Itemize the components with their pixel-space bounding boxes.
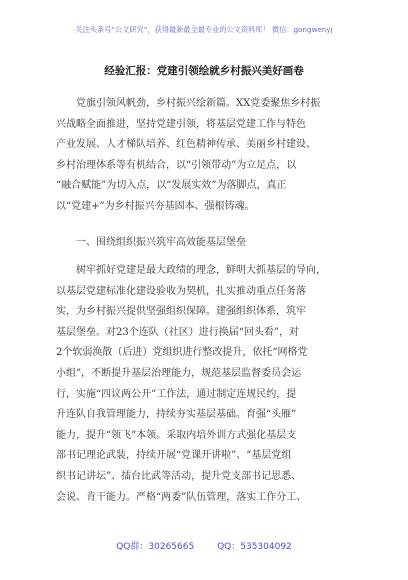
intro-paragraph — [56, 94, 356, 218]
paragraph-line: 部书记理论武装，持续开展“党课开讲啦”、“基层党组 — [56, 450, 292, 462]
paragraph-line: 会说、肯干能力。严格“两委”队伍管理，落实工作分工、 — [56, 491, 307, 503]
paragraph-line: 产业发展、人才梯队培养、红色精神传承、美丽乡村建设、 — [56, 139, 316, 151]
paragraph-line: 行，实施“四议两公开”工作法，通过制定连规民约，提 — [56, 388, 297, 400]
section-heading: 一、围绕组织振兴筑牢高效能基层堡垒 — [76, 237, 246, 248]
footer-contact — [0, 539, 408, 552]
document-title: 经验汇报：党建引领绘就乡村振兴美好画卷 — [104, 65, 304, 77]
paragraph-line: 织书记讲坛”、擂台比武等活动，提升党支部书记思悉、 — [56, 470, 302, 482]
paragraph-line: 基层堡垒。对23个连队（社区）进行换届“回头看”，对 — [56, 326, 299, 338]
paragraph-line: 兴战略全面推进，坚持党建引领，将基层党建工作与特色 — [56, 118, 306, 130]
qq-group-number: QQ群：30265665 — [116, 542, 195, 552]
paragraph-line: 小组”，不断提升基层治理能力，规范基层监督委员会运 — [56, 367, 302, 379]
paragraph-line: 升连队自我管理能力，持续夯实基层基础。育强“头雁” — [56, 409, 297, 421]
paragraph-line: 以基层党建标准化建设验收为契机，扎实推动重点任务落 — [56, 285, 306, 297]
qq-number: QQ：535304092 — [217, 542, 292, 552]
paragraph-line: 实，为乡村振兴提供坚强组织保障。建强组织体系，筑牢 — [56, 306, 306, 318]
paragraph-line: 党旗引领风帆劲，乡村振兴绘新篇。XX党委聚焦乡村振 — [76, 98, 321, 109]
paragraph-line: 能力，提升“领飞”本领。采取内培外训方式强化基层支 — [56, 429, 297, 441]
paragraph-line: 树牢抓好党建是最大政绩的理念，鲜明大抓基层的导向， — [76, 265, 326, 276]
paragraph-line: 以“党建+”为乡村振兴夯基固本、强根铸魂。 — [56, 200, 255, 212]
paragraph-line: 2个软弱涣散（后进）党组织进行整改提升，依托“网格党 — [56, 347, 308, 359]
paragraph-line: 乡村治理体系等有机结合，以“引领带动”为立足点，以 — [56, 159, 297, 171]
section-paragraph — [56, 261, 356, 508]
header-note: 关注头条号“公文研究”，获得最新最全最专业的公文资料库！ 微信：gongwenyj — [75, 25, 333, 34]
paragraph-line: “融合赋能”为切入点，以“发展实效”为落脚点，真正 — [56, 180, 287, 192]
